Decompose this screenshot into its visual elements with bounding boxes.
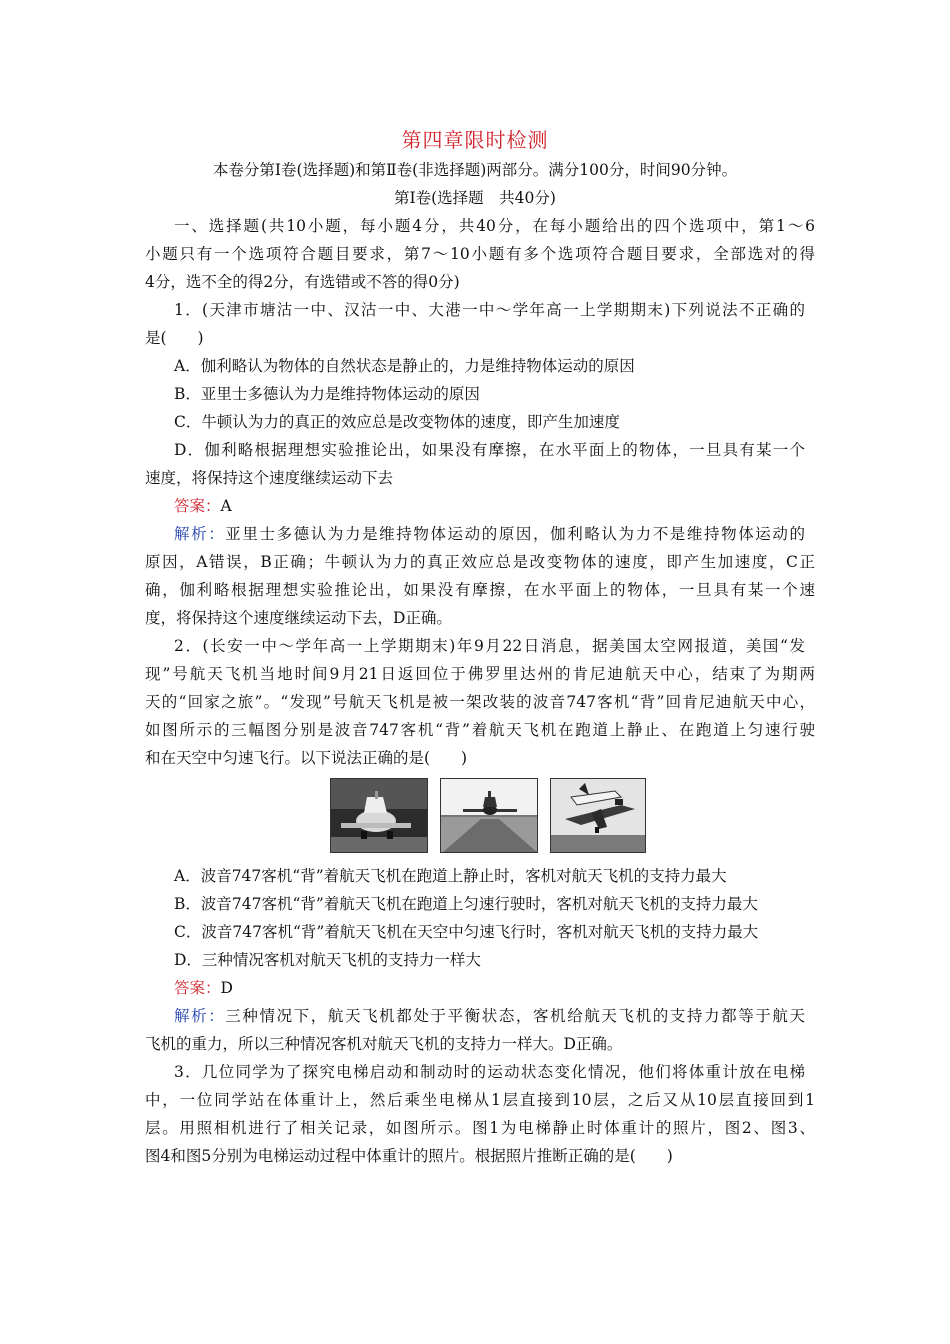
shuttle-photos <box>330 778 626 853</box>
question-2-option-c: C．波音747客机“背”着航天飞机在天空中匀速飞行时，客机对航天飞机的支持力最大 <box>174 923 759 941</box>
instructions-line: 4分，选不全的得2分，有选错或不答的得0分) <box>145 273 460 291</box>
analysis-label: 解析： <box>174 525 226 543</box>
question-3-stem: 图4和图5分别为电梯运动过程中体重计的照片。根据照片推断正确的是( ) <box>145 1147 673 1165</box>
question-1-option-d-cont: 速度，将保持这个速度继续运动下去 <box>145 469 394 487</box>
section-heading: 第Ⅰ卷(选择题 共40分) <box>394 189 556 207</box>
question-1-option-c: C．牛顿认为力的真正的效应总是改变物体的速度，即产生加速度 <box>174 413 620 431</box>
question-1-analysis: 确，伽利略根据理想实验推论出，如果没有摩擦，在水平面上的物体，一旦具有某一个速 <box>145 581 815 599</box>
question-1-stem: 1．(天津市塘沽一中、汉沽一中、大港一中～学年高一上学期期末)下列说法不正确的 <box>174 301 805 319</box>
question-1-option-b: B．亚里士多德认为力是维持物体运动的原因 <box>174 385 480 403</box>
question-2-option-a: A．波音747客机“背”着航天飞机在跑道上静止时，客机对航天飞机的支持力最大 <box>174 867 727 885</box>
question-3-stem: 中，一位同学站在体重计上，然后乘坐电梯从1层直接到10层，之后又从10层直接回到1 <box>145 1091 815 1109</box>
question-2-analysis: 飞机的重力，所以三种情况客机对航天飞机的支持力一样大。D正确。 <box>145 1035 623 1053</box>
question-1-option-d: D．伽利略根据理想实验推论出，如果没有摩擦，在水平面上的物体，一旦具有某一个 <box>174 441 805 459</box>
question-2-stem: 和在天空中匀速飞行。以下说法正确的是( ) <box>145 749 468 767</box>
photo-taxiing <box>440 778 538 853</box>
question-1-analysis <box>174 524 805 544</box>
exam-intro: 本卷分第Ⅰ卷(选择题)和第Ⅱ卷(非选择题)两部分。满分100分，时间90分钟。 <box>212 161 738 179</box>
page-title: 第四章限时检测 <box>401 128 549 152</box>
question-3-stem: 层。用照相机进行了相关记录，如图所示。图1为电梯静止时体重计的照片，图2、图3、 <box>145 1119 815 1137</box>
question-2-answer <box>174 978 844 998</box>
question-2-stem: 天的“回家之旅”。“发现”号航天飞机是被一架改装的波音747客机“背”回肯尼迪航天中心， <box>145 693 815 711</box>
answer-value: D <box>220 979 233 997</box>
question-2-option-b: B．波音747客机“背”着航天飞机在跑道上匀速行驶时，客机对航天飞机的支持力最大 <box>174 895 758 913</box>
question-1-analysis: 度，将保持这个速度继续运动下去，D正确。 <box>145 609 452 627</box>
answer-value: A <box>220 497 232 515</box>
analysis-text: 亚里士多德认为力是维持物体运动的原因，伽利略认为力不是维持物体运动的 <box>225 525 805 543</box>
question-2-analysis <box>174 1006 805 1026</box>
question-1-answer <box>174 496 844 516</box>
question-2-stem: 2．(长安一中～学年高一上学期期末)年9月22日消息，据美国太空网报道，美国“发 <box>174 637 805 655</box>
instructions-line: 小题只有一个选项符合题目要求，第7～10小题有多个选项符合题目要求，全部选对的得 <box>145 245 815 263</box>
question-1-stem: 是( ) <box>145 329 204 347</box>
question-1-option-a: A．伽利略认为物体的自然状态是静止的，力是维持物体运动的原因 <box>174 357 635 375</box>
answer-label: 答案： <box>174 497 221 515</box>
photo-stationary <box>330 778 428 853</box>
answer-label: 答案： <box>174 979 221 997</box>
question-2-stem: 如图所示的三幅图分别是波音747客机“背”着航天飞机在跑道上静止、在跑道上匀速行驶 <box>145 721 815 739</box>
photo-flying <box>550 778 646 853</box>
question-2-stem: 现”号航天飞机当地时间9月21日返回位于佛罗里达州的肯尼迪航天中心，结束了为期两 <box>145 665 815 683</box>
analysis-text: 三种情况下，航天飞机都处于平衡状态，客机给航天飞机的支持力都等于航天 <box>225 1007 805 1025</box>
instructions-line: 一、选择题(共10小题，每小题4分，共40分，在每小题给出的四个选项中，第1～6 <box>174 217 815 235</box>
question-1-analysis: 原因，A错误，B正确；牛顿认为力的真正效应总是改变物体的速度，即产生加速度，C正 <box>145 553 815 571</box>
analysis-label: 解析： <box>174 1007 226 1025</box>
question-3-stem: 3．几位同学为了探究电梯启动和制动时的运动状态变化情况，他们将体重计放在电梯 <box>174 1063 805 1081</box>
question-2-option-d: D．三种情况客机对航天飞机的支持力一样大 <box>174 951 481 969</box>
